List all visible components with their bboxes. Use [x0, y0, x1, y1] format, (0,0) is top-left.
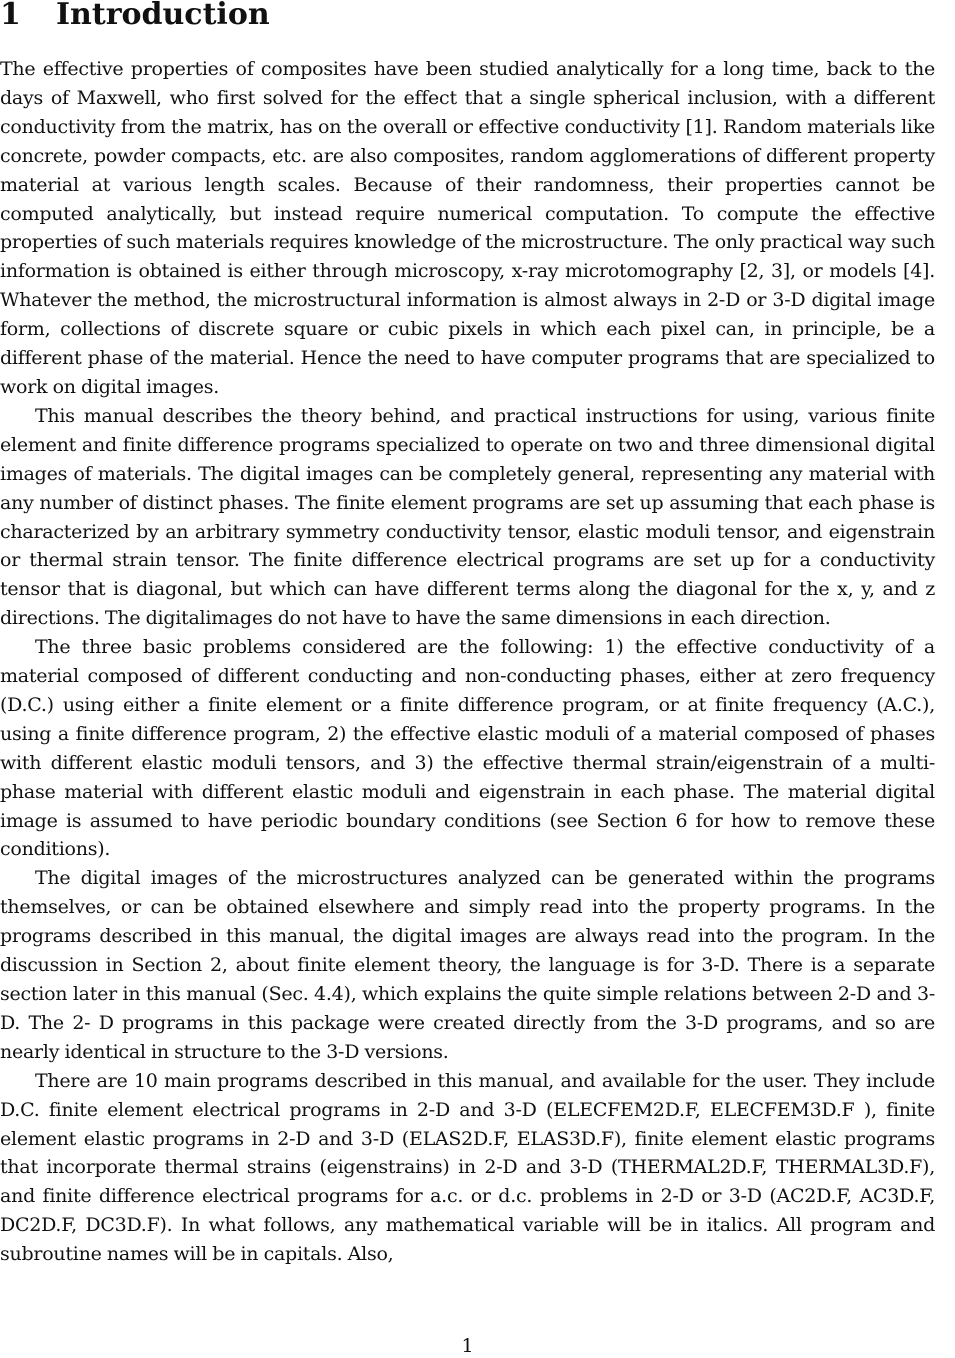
paragraph-3: The three basic problems considered are the following: 1) the effective conductivity of a material composed of different conducting and non-conducting phases, either at zero frequency (D.C.) using either a finite element or a finite difference program, or at finite frequency (A.C.), using a finite difference program, 2) the effective elastic moduli of a material composed of phases with different elastic moduli tensors, and 3) the effective thermal strain/eigenstrain of a multi-phase material with different elastic moduli and eigenstrain in each phase. The material digital image is assumed to have periodic boundary conditions (see Section 6 for how to remove these conditions).	[0, 636, 935, 861]
page-number: 1	[461, 1335, 474, 1357]
paragraph-5: There are 10 main programs described in this manual, and available for the user. They include D.C. finite element electrical programs in 2-D and 3-D (ELECFEM2D.F, ELECFEM3D.F ), finite element elastic programs in 2-D and 3-D (ELAS2D.F, ELAS3D.F), finite element elastic programs that incorporate thermal strains (eigenstrains) in 2-D and 3-D (THERMAL2D.F, THERMAL3D.F), and finite difference electrical programs for a.c. or d.c. problems in 2-D or 3-D (AC2D.F, AC3D.F, DC2D.F, DC3D.F). In what follows, any mathematical variable will be in italics. All program and subroutine names will be in capitals. Also,	[0, 1069, 935, 1266]
section-heading	[0, 0, 935, 30]
paragraph-4: The digital images of the microstructures analyzed can be generated within the programs themselves, or can be obtained elsewhere and simply read into the property programs. In the programs described in this manual, the digital images are always read into the program. In the discussion in Section 2, about finite element theory, the language is for 3-D. There is a separate section later in this manual (Sec. 4.4), which explains the quite simple relations between 2-D and 3-D. The 2- D programs in this package were created directly from the 3-D programs, and so are nearly identical in structure to the 3-D versions.	[0, 867, 935, 1063]
section-number: 1	[0, 0, 21, 32]
paragraph-1: The effective properties of composites have been studied analytically for a long time, back to the days of Maxwell, who first solved for the effect that a single spherical inclusion, with a different conductivity from the matrix, has on the overall or effective conductivity [1]. Random materials like concrete, powder compacts, etc. are also composites, random agglomerations of different property material at various length scales. Because of their randomness, their properties cannot be computed analytically, but instead require numerical computation. To compute the effective properties of such materials requires knowledge of the microstructure. The only practical way such information is obtained is either through microscopy, x-ray microtomography [2, 3], or models [4]. Whatever the method, the microstructural information is almost always in 2-D or 3-D digital image form, collections of discrete square or cubic pixels in which each pixel can, in principle, be a different phase of the material. Hence the need to have computer programs that are specialized to work on digital images.	[0, 58, 935, 398]
body-text	[0, 55, 935, 1269]
section-title: Introduction	[56, 0, 270, 32]
paragraph-2: This manual describes the theory behind, and practical instructions for using, various finite element and finite difference programs specialized to operate on two and three dimensional digital images of materials. The digital images can be completely general, representing any material with any number of distinct phases. The finite element programs are set up assuming that each phase is characterized by an arbitrary symmetry conductivity tensor, elastic moduli tensor, and eigenstrain or thermal strain tensor. The finite difference electrical programs are set up for a conductivity tensor that is diagonal, but which can have different terms along the diagonal for the x, y, and z directions. The digitalimages do not have to have the same dimensions in each direction.	[0, 404, 935, 630]
